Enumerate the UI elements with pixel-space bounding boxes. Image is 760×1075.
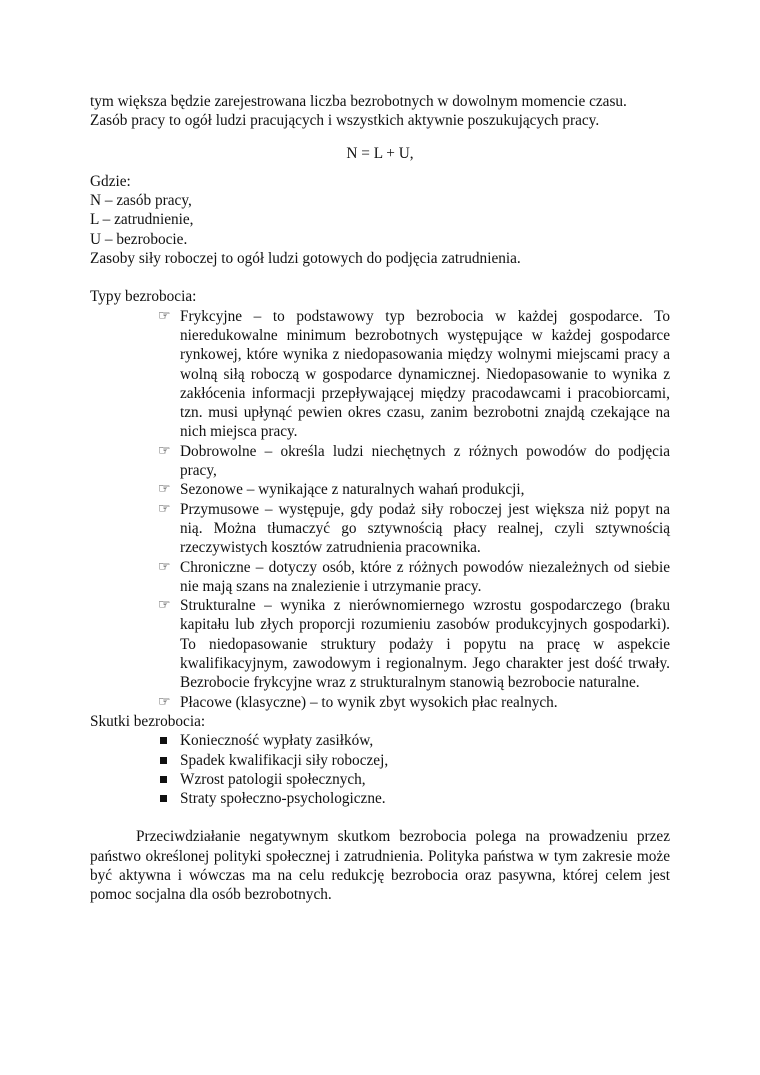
list-item: ☞ Strukturalne – wynika z nierównomiernego wzrostu gospodarczego (braku kapitału lub złych proporcji rozumieniu zasobów produkcyjnych gospodarki). To niedopasowanie struktury podaży i popytu na pracę w aspekcie kwalifikacyjnym, zawodowym i regionalnym. Jego charakter jest dość trwały. Bezrobocie frykcyjne wraz z strukturalnym stanowią bezrobocie naturalne. (158, 597, 670, 692)
square-bullet-icon (160, 795, 167, 802)
labour-force-paragraph: Zasoby siły roboczej to ogół ludzi gotowych do podjęcia zatrudnienia. (90, 250, 521, 268)
definition-line: L – zatrudnienie, (90, 211, 194, 229)
effects-list (158, 731, 670, 808)
pointing-hand-icon: ☞ (158, 500, 171, 517)
types-heading: Typy bezrobocia: (90, 288, 197, 306)
types-list (158, 307, 670, 712)
square-bullet-icon (160, 776, 167, 783)
list-item: ☞ Przymusowe – występuje, gdy podaż siły roboczej jest większa niż popyt na nią. Można tłumaczyć go sztywnością płacy realnej, czyli sztywnością rzeczywistych kosztów zatrudnienia pracownika. (158, 500, 670, 557)
definition-line: N – zasób pracy, (90, 192, 192, 210)
labour-pool-paragraph: Zasób pracy to ogół ludzi pracujących i wszystkich aktywnie poszukujących pracy. (90, 112, 600, 130)
list-item: Spadek kwalifikacji siły roboczej, (158, 751, 670, 770)
list-item: ☞ Sezonowe – wynikające z naturalnych wahań produkcji, (158, 481, 525, 499)
list-item: Straty społeczno-psychologiczne. (158, 789, 670, 808)
list-item: ☞ Chroniczne – dotyczy osób, które z różnych powodów niezależnych od siebie nie mają szans na znalezienie i utrzymanie pracy. (158, 558, 670, 595)
intro-paragraph: tym większa będzie zarejestrowana liczba bezrobotnych w dowolnym momencie czasu. (90, 93, 627, 110)
pointing-hand-icon: ☞ (158, 558, 171, 575)
list-item: Konieczność wypłaty zasiłków, (158, 731, 670, 750)
where-label: Gdzie: (90, 172, 131, 190)
list-item: ☞ Dobrowolne – określa ludzi niechętnych z różnych powodów do podjęcia pracy, (158, 442, 670, 480)
pointing-hand-icon: ☞ (158, 597, 171, 614)
list-item: ☞ Frykcyjne – to podstawowy typ bezrobocia w każdej gospodarce. To nieredukowalne minimum bezrobotnych występujące w każdej gospodarce rynkowej, które wynika z niedopasowania między wolnymi miejscami pracy a wolną siłą roboczą w gospodarce dynamicznej. Niedopasowanie to wynika z zakłócenia informacji przepływającej między pracodawcami i pracobiorcami, tzn. musi upłynąć pewien okres czasu, zanim bezrobotni znajdą czekające na nich miejsca pracy. (158, 307, 670, 441)
effects-heading: Skutki bezrobocia: (90, 712, 206, 730)
definition-line: U – bezrobocie. (90, 230, 188, 248)
pointing-hand-icon: ☞ (158, 307, 171, 324)
final-paragraph: Przeciwdziałanie negatywnym skutkom bezrobocia polega na prowadzeniu przez państwo określonej polityki społecznej i zatrudnienia. Polityka państwa w tym zakresie może być aktywna i wówczas ma na celu redukcję bezrobocia oraz pasywna, której celem jest pomoc socjalna dla osób bezrobotnych. (90, 828, 670, 904)
pointing-hand-icon: ☞ (158, 481, 171, 498)
list-item: Wzrost patologii społecznych, (158, 770, 670, 789)
pointing-hand-icon: ☞ (158, 442, 171, 459)
list-item: ☞ Płacowe (klasyczne) – to wynik zbyt wysokich płac realnych. (158, 693, 558, 711)
square-bullet-icon (160, 737, 167, 744)
formula: N = L + U, (346, 144, 414, 162)
page-content (90, 92, 670, 905)
square-bullet-icon (160, 757, 167, 764)
pointing-hand-icon: ☞ (158, 693, 171, 710)
